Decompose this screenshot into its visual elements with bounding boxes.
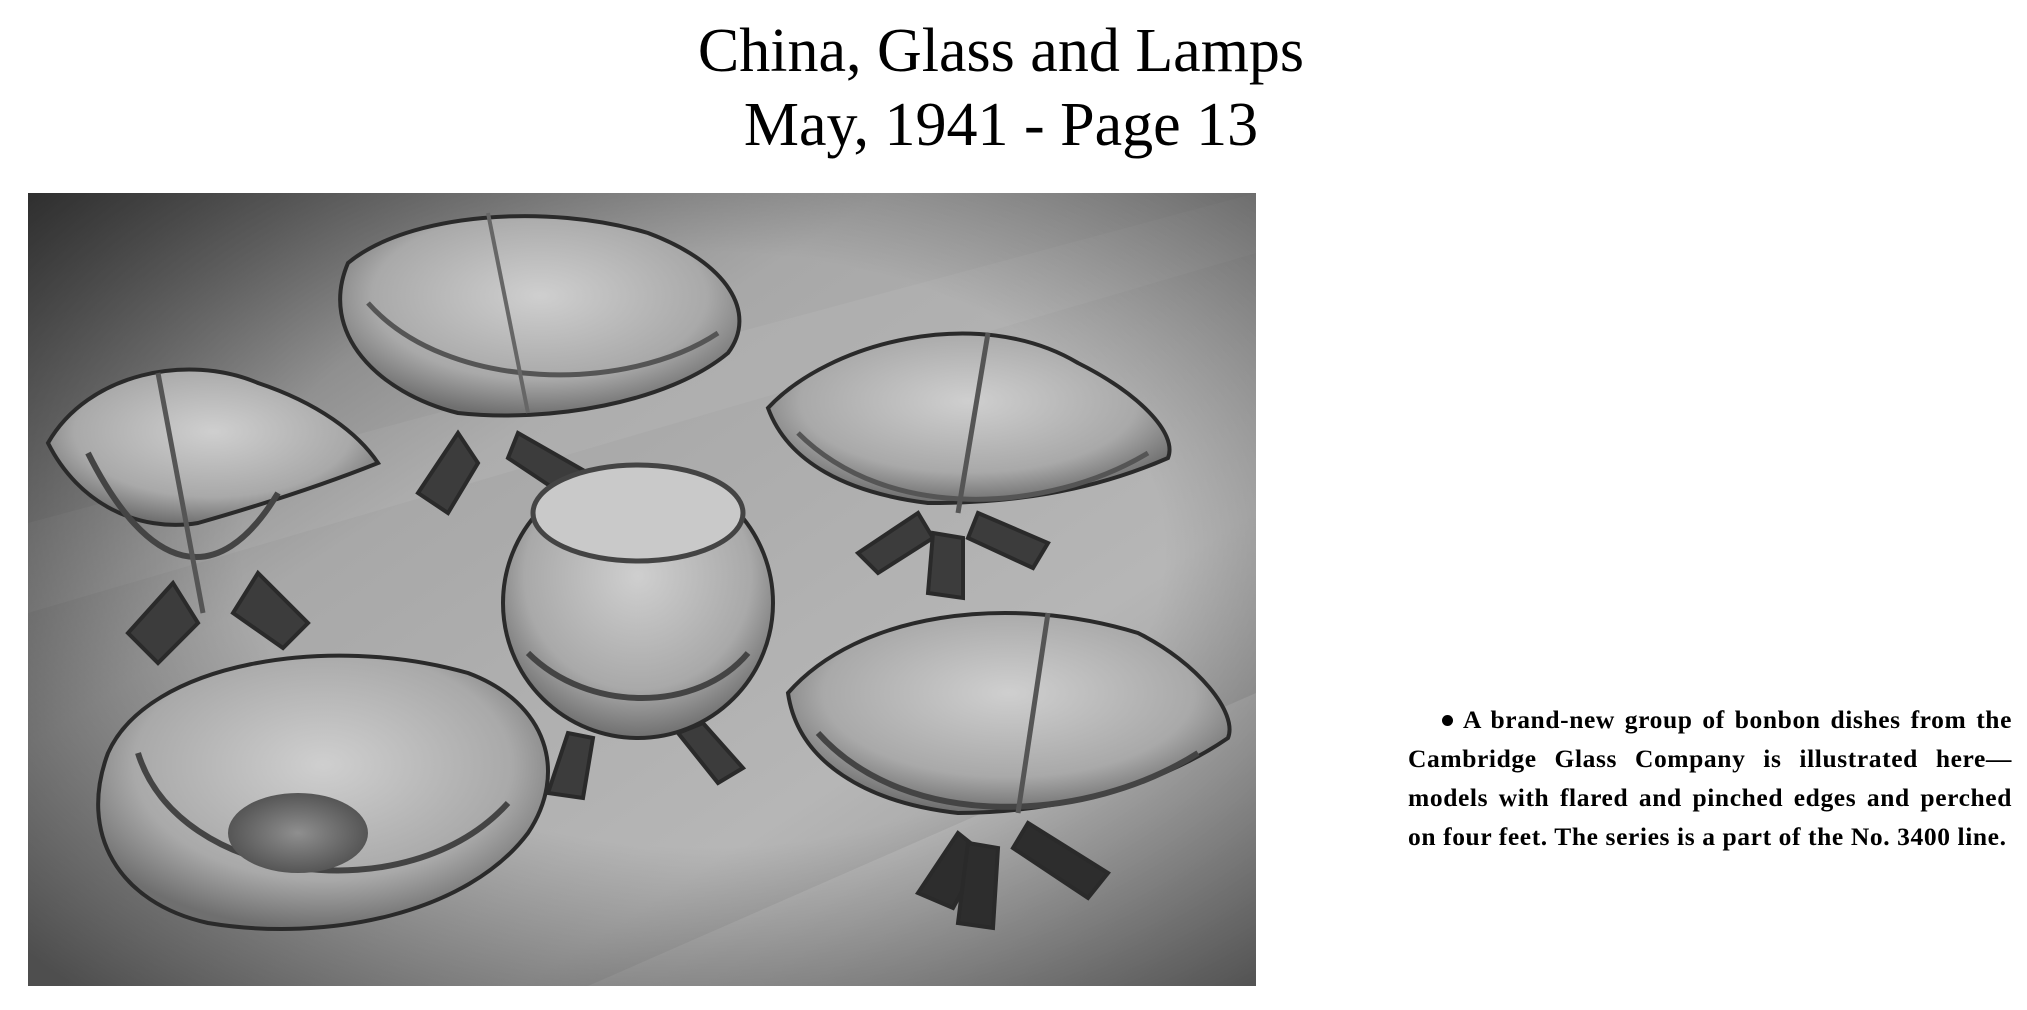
page-header bbox=[0, 14, 2002, 162]
bonbon-dishes-photo bbox=[28, 193, 1256, 986]
bullet-icon bbox=[1442, 715, 1453, 726]
publication-title: China, Glass and Lamps bbox=[697, 17, 1305, 85]
caption-text: A brand-new group of bonbon dishes from the Cambridge Glass Company is illustrated here—models with flared and pinched edges and perched on four feet. The series is a part of the No. 3400 line. bbox=[1408, 705, 2012, 851]
issue-date-page: May, 1941 - Page 13 bbox=[743, 91, 1259, 159]
photo-caption bbox=[1408, 700, 2012, 856]
